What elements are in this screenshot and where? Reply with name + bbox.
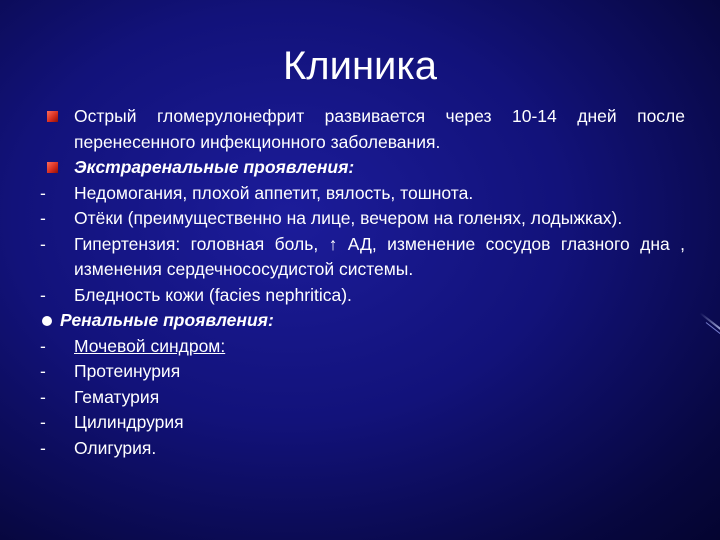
list-item: - Гипертензия: головная боль, ↑ АД, изменение сосудов глазного дна , изменения сердечнососудистой системы. bbox=[40, 233, 685, 279]
list-item: - Цилиндрурия bbox=[40, 410, 685, 436]
list-item: - Бледность кожи (facies nephritica). bbox=[40, 283, 685, 309]
list-item: - Олигурия. bbox=[40, 436, 685, 462]
list-item: - Мочевой синдром: bbox=[40, 334, 685, 360]
square-bullet-icon bbox=[47, 111, 58, 122]
decorative-line bbox=[699, 312, 720, 332]
list-item: - Протеинурия bbox=[40, 359, 685, 385]
dash-marker: - bbox=[40, 335, 46, 356]
list-item: Ренальные проявления: bbox=[40, 308, 685, 334]
slide-content bbox=[40, 104, 685, 461]
slide-title: Клиника bbox=[282, 44, 438, 88]
dash-marker: - bbox=[40, 208, 46, 228]
dash-marker: - bbox=[40, 361, 46, 381]
list-item: - Отёки (преимущественно на лице, вечером на голенях, лодыжках). bbox=[40, 206, 685, 232]
list-item: Острый гломерулонефрит развивается через 10-14 дней после перенесенного инфекционного заболевания. bbox=[40, 104, 685, 155]
list-item: Экстраренальные проявления: bbox=[40, 155, 685, 181]
dash-marker: - bbox=[40, 437, 46, 458]
dash-marker: - bbox=[40, 412, 46, 432]
list-item: - Недомогания, плохой аппетит, вялость, тошнота. bbox=[40, 181, 685, 207]
dash-marker: - bbox=[40, 182, 46, 203]
square-bullet-icon bbox=[47, 162, 58, 173]
round-bullet-icon bbox=[42, 316, 52, 326]
dash-marker: - bbox=[40, 386, 46, 407]
dash-marker: - bbox=[40, 233, 46, 254]
list-item: - Гематурия bbox=[40, 385, 685, 411]
dash-marker: - bbox=[40, 284, 46, 305]
